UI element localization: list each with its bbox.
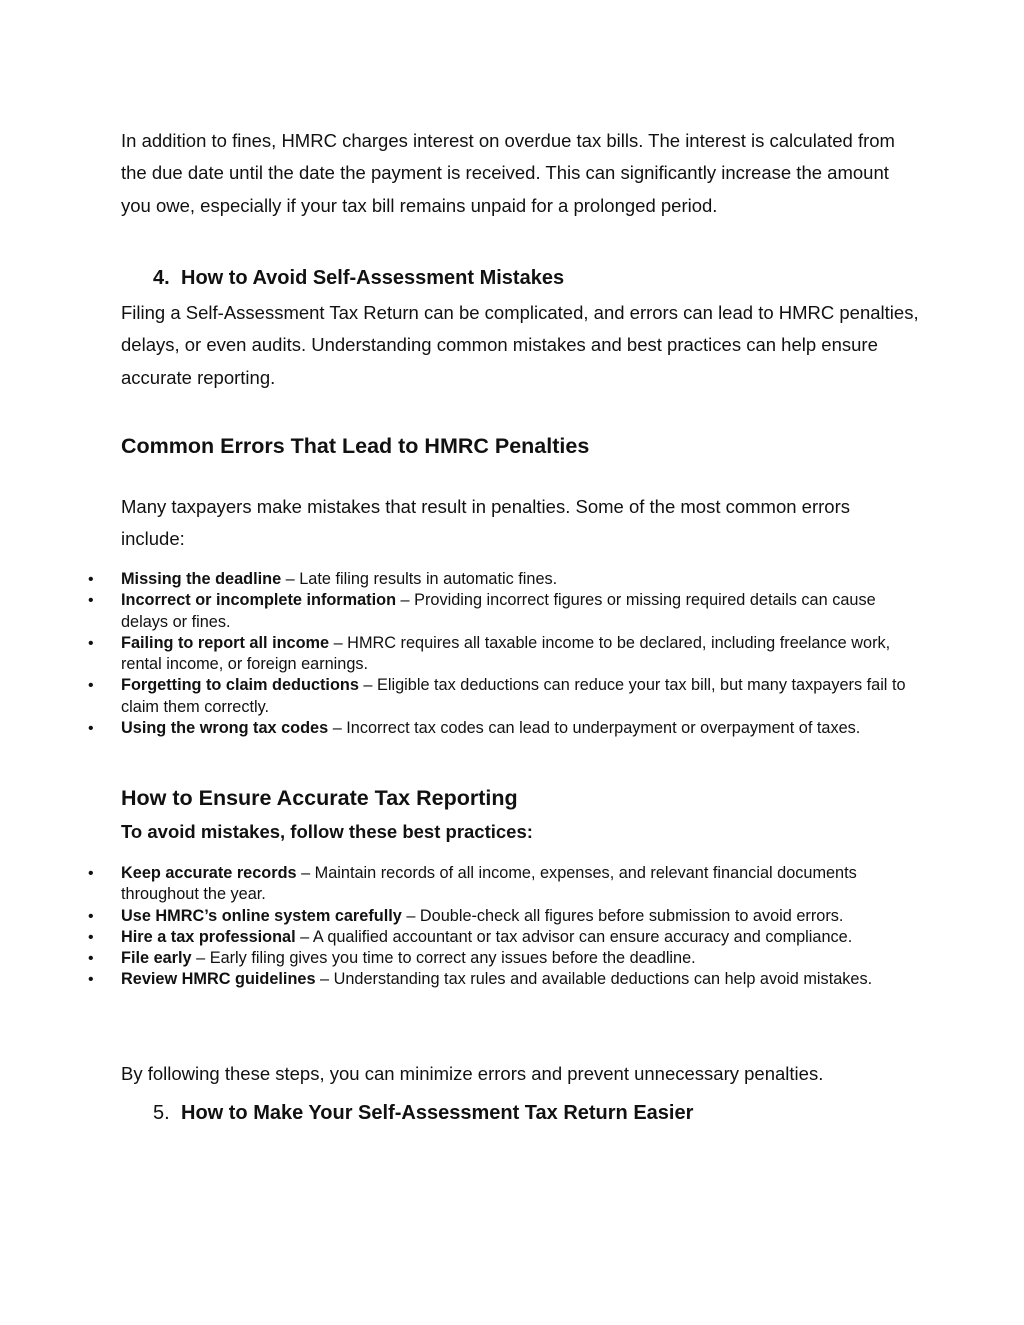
bullet-icon: •	[88, 907, 94, 925]
list-item-label: Use HMRC’s online system carefully	[121, 906, 402, 925]
list-item-text: – Incorrect tax codes can lead to underpayment or overpayment of taxes.	[328, 719, 861, 738]
section-4-heading	[153, 267, 564, 290]
closing-paragraph: By following these steps, you can minimize errors and prevent unnecessary penalties.	[121, 1063, 824, 1084]
list-item	[0, 863, 911, 906]
list-item-text: – HMRC requires all taxable income to be declared, including freelance work, rental income, or foreign earnings.	[121, 633, 891, 674]
list-item-text: – Understanding tax rules and available deductions can help avoid mistakes.	[315, 970, 873, 989]
accurate-reporting-subtitle: To avoid mistakes, follow these best practices:	[121, 821, 533, 842]
section-4-paragraph: Filing a Self-Assessment Tax Return can be complicated, and errors can lead to HMRC penalties, delays, or even audits. Understanding common mistakes and best practices can help ensure accurate reporting.	[121, 302, 919, 388]
list-item	[0, 569, 911, 590]
section-4-number: 4.	[153, 267, 170, 289]
list-item-label: Missing the deadline	[121, 570, 282, 588]
accurate-reporting-heading: How to Ensure Accurate Tax Reporting	[121, 786, 518, 810]
list-item	[0, 633, 911, 676]
common-errors-heading: Common Errors That Lead to HMRC Penalties	[121, 434, 590, 458]
section-5-heading	[153, 1102, 693, 1125]
bullet-icon: •	[88, 950, 94, 968]
list-item-label: Review HMRC guidelines	[121, 970, 316, 989]
section-5-title: How to Make Your Self-Assessment Tax Return Easier	[181, 1102, 694, 1124]
list-item	[0, 675, 911, 718]
bullet-icon: •	[88, 571, 94, 588]
bullet-icon: •	[88, 928, 94, 946]
list-item-text: – Providing incorrect figures or missing required details can cause delays or fines.	[121, 591, 876, 631]
bullet-icon: •	[88, 634, 94, 652]
list-item-label: Hire a tax professional	[121, 927, 296, 946]
list-item-label: Incorrect or incomplete information	[121, 591, 397, 610]
common-errors-list	[0, 569, 1024, 739]
list-item-text: – Late filing results in automatic fines.	[281, 570, 558, 588]
intro-paragraph: In addition to fines, HMRC charges interest on overdue tax bills. The interest is calculated from the due date until the date the payment is received. This can significantly increase the amount you owe, especially if your tax bill remains unpaid for a prolonged period.	[121, 130, 895, 216]
bullet-icon: •	[88, 865, 94, 882]
list-item-text: – Early filing gives you time to correct any issues before the deadline.	[191, 949, 696, 968]
bullet-icon: •	[88, 720, 94, 738]
list-item	[0, 590, 911, 633]
list-item-label: File early	[121, 949, 192, 968]
list-item-label: Keep accurate records	[121, 864, 297, 882]
bullet-icon: •	[88, 971, 94, 989]
list-item	[0, 927, 911, 948]
list-item-text: – Maintain records of all income, expenses, and relevant financial documents throughout the year.	[121, 864, 857, 904]
section-5-number: 5.	[153, 1102, 170, 1124]
list-item	[0, 969, 911, 990]
list-item-label: Forgetting to claim deductions	[121, 676, 359, 695]
section-4-title: How to Avoid Self-Assessment Mistakes	[181, 267, 565, 289]
list-item-label: Using the wrong tax codes	[121, 719, 329, 738]
list-item-text: – Eligible tax deductions can reduce your tax bill, but many taxpayers fail to claim them correctly.	[121, 676, 906, 716]
list-item	[0, 718, 911, 739]
common-errors-intro: Many taxpayers make mistakes that result in penalties. Some of the most common errors include:	[121, 496, 850, 550]
list-item-text: – A qualified accountant or tax advisor can ensure accuracy and compliance.	[295, 927, 853, 946]
best-practices-list	[0, 863, 1024, 991]
bullet-icon: •	[88, 677, 94, 695]
list-item	[0, 948, 911, 969]
bullet-icon: •	[88, 592, 94, 610]
list-item	[0, 906, 911, 927]
list-item-text: – Double-check all figures before submission to avoid errors.	[401, 906, 844, 925]
list-item-label: Failing to report all income	[121, 633, 330, 652]
